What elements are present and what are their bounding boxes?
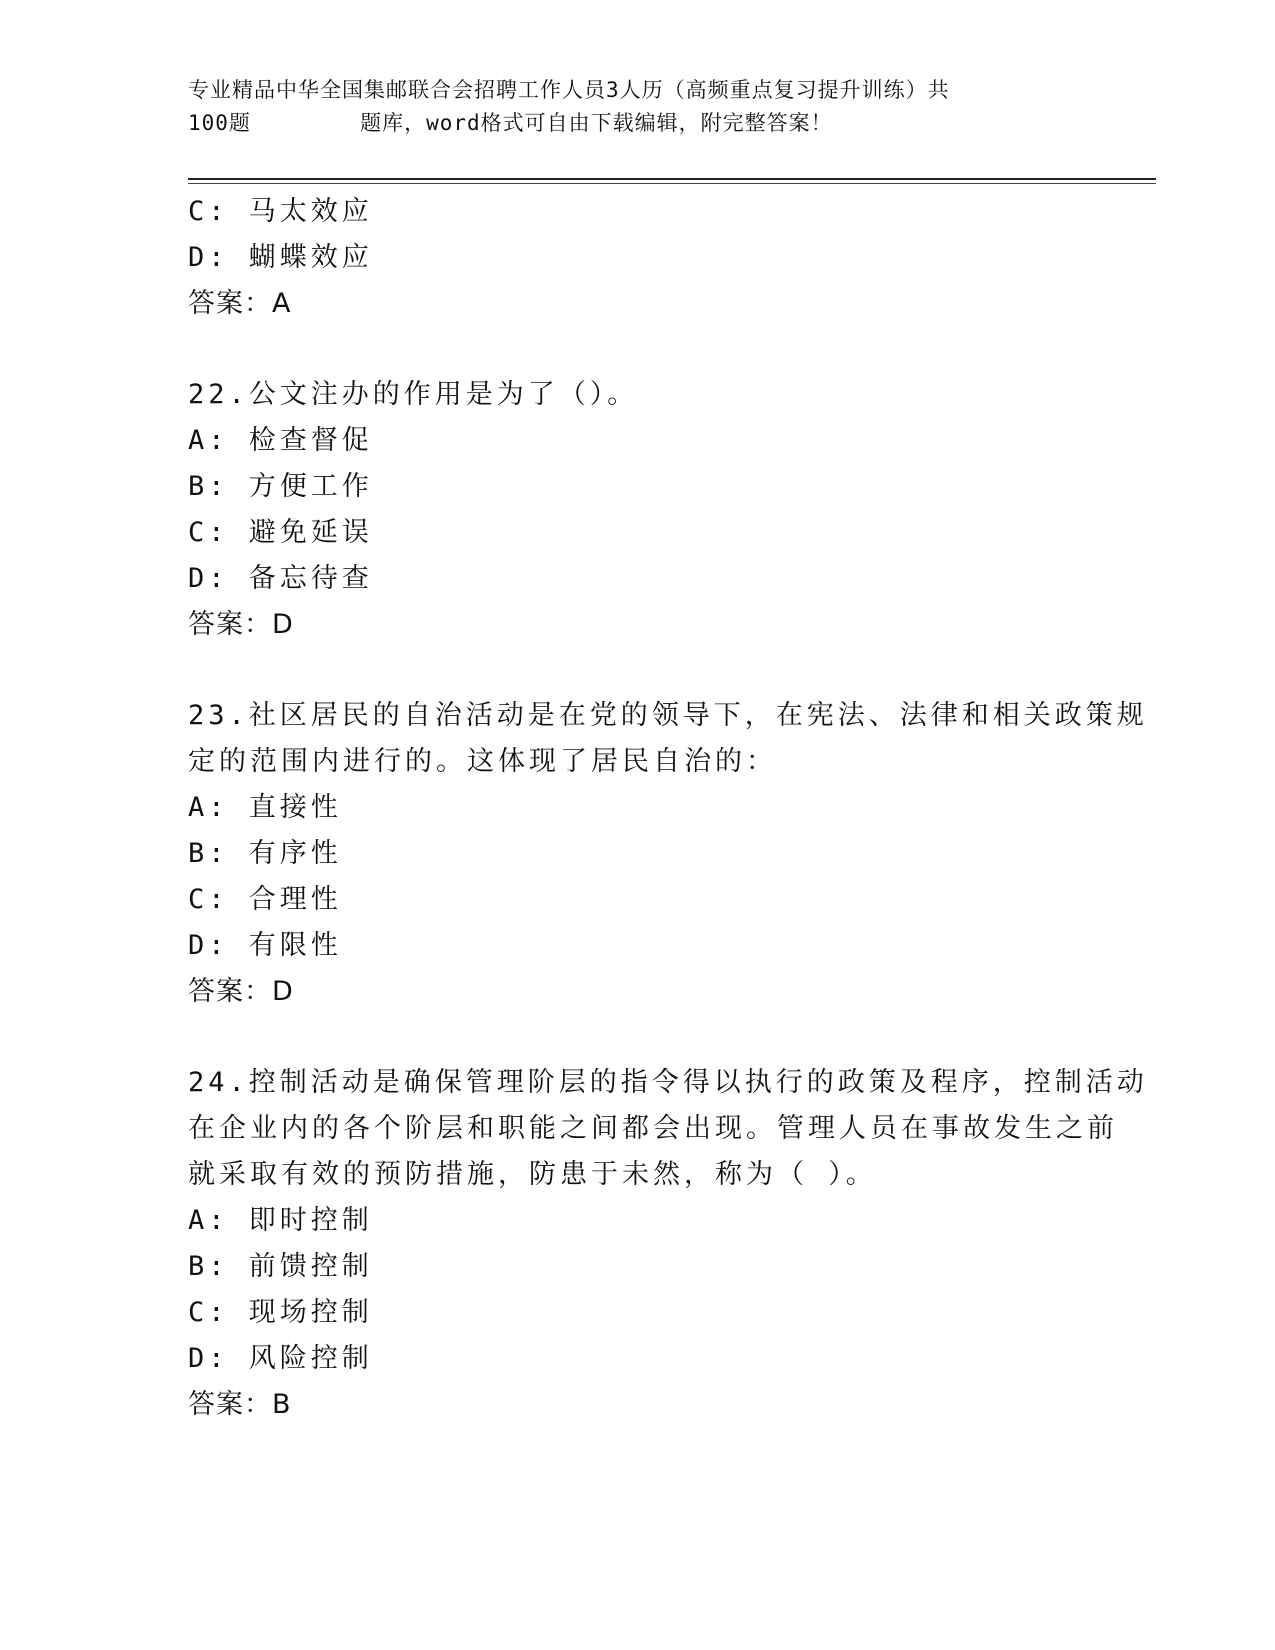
- option-d: D: 有限性: [188, 930, 342, 961]
- question-text: 23.社区居民的自治活动是在党的领导下，在宪法、法律和相关政策规: [188, 700, 1148, 731]
- option-c: C: 现场控制: [188, 1297, 373, 1328]
- option-d: D: 备忘待查: [188, 563, 373, 594]
- option-b: B: 前馈控制: [188, 1251, 373, 1282]
- option-a: A: 检查督促: [188, 425, 373, 456]
- answer-text: 答案：A: [188, 288, 292, 319]
- question-text: 22.公文注办的作用是为了（）。: [188, 379, 639, 410]
- document-header: [188, 74, 1088, 140]
- header-title-line-1: 专业精品中华全国集邮联合会招聘工作人员3人历（高频重点复习提升训练）共: [188, 78, 950, 102]
- answer-text: 答案：D: [188, 609, 294, 640]
- question-23: [188, 693, 1148, 1015]
- option-d: D: 风险控制: [188, 1343, 373, 1374]
- question-text: 就采取有效的预防措施，防患于未然，称为（ ）。: [188, 1159, 877, 1190]
- option-b: B: 方便工作: [188, 471, 373, 502]
- option-b: B: 有序性: [188, 838, 342, 869]
- question-22: [188, 372, 1088, 648]
- header-divider-thick: [188, 178, 1156, 180]
- question-text: 在企业内的各个阶层和职能之间都会出现。管理人员在事故发生之前: [188, 1113, 1118, 1144]
- question-21-fragment: [188, 189, 1088, 327]
- option-c: C: 避免延误: [188, 517, 373, 548]
- header-divider-thin: [188, 183, 1156, 184]
- header-title-line-2: 100题 题库，word格式可自由下载编辑，附完整答案！: [188, 111, 833, 135]
- option-d: D: 蝴蝶效应: [188, 242, 373, 273]
- question-content: [188, 189, 1148, 1428]
- answer-text: 答案：D: [188, 976, 294, 1007]
- question-24: [188, 1060, 1148, 1428]
- option-a: A: 即时控制: [188, 1205, 373, 1236]
- option-c: C: 合理性: [188, 884, 342, 915]
- answer-text: 答案：B: [188, 1389, 292, 1420]
- option-a: A: 直接性: [188, 792, 342, 823]
- question-text: 24.控制活动是确保管理阶层的指令得以执行的政策及程序，控制活动: [188, 1067, 1148, 1098]
- question-text: 定的范围内进行的。这体现了居民自治的：: [188, 746, 777, 777]
- option-c: C: 马太效应: [188, 196, 373, 227]
